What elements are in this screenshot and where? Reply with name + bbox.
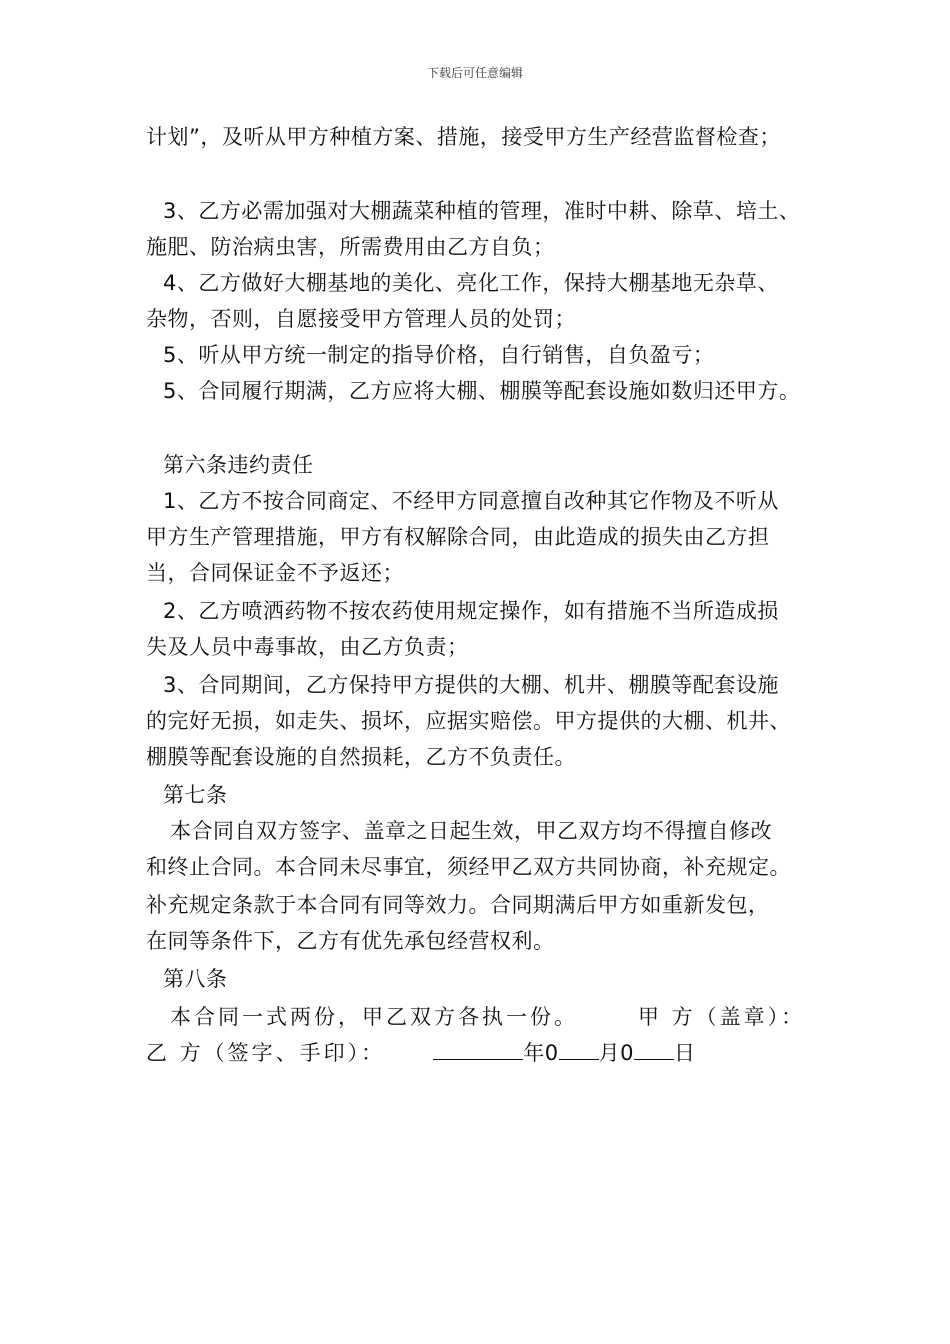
paragraph-line: 甲方生产管理措施，甲方有权解除合同，由此造成的损失由乙方担 bbox=[146, 525, 770, 549]
paragraph-line: 在同等条件下，乙方有优先承包经营权利。 bbox=[146, 929, 555, 953]
paragraph-line: 和终止合同。本合同未尽事宜，须经甲乙双方共同协商，补充规定。 bbox=[146, 855, 791, 879]
party-b-signature-label: 乙 方（签字、手印）： bbox=[146, 1041, 386, 1065]
article-6-clause-3: 3、合同期间，乙方保持甲方提供的大棚、机井、棚膜等配套设施 bbox=[163, 673, 779, 697]
day-prefix: 0 bbox=[620, 1041, 634, 1065]
article-8-heading: 第八条 bbox=[163, 967, 228, 991]
article-6-clause-1: 1、乙方不按合同商定、不经甲方同意擅自改种其它作物及不听从 bbox=[163, 489, 779, 513]
party-a-seal-label: 甲 方（盖章）： bbox=[638, 1005, 806, 1029]
paragraph-line: 杂物，否则，自愿接受甲方管理人员的处罚； bbox=[146, 307, 576, 331]
paragraph-line: 的完好无损，如走失、损坏，应据实赔偿。甲方提供的大棚、机井、 bbox=[146, 709, 791, 733]
copies-statement: 本合同一式两份，甲乙双方各执一份。 bbox=[170, 1005, 578, 1029]
year-label: 年 bbox=[523, 1041, 545, 1065]
month-prefix: 0 bbox=[544, 1041, 559, 1065]
clause-4: 4、乙方做好大棚基地的美化、亮化工作，保持大棚基地无杂草、 bbox=[163, 271, 779, 295]
paragraph-line: 计划”，及听从甲方种植方案、措施，接受甲方生产经营监督检查； bbox=[146, 125, 781, 149]
page-header-note: 下载后可任意编辑 bbox=[426, 66, 523, 80]
paragraph-line: 施肥、防治病虫害，所需费用由乙方自负； bbox=[146, 235, 555, 259]
article-7-body: 本合同自双方签字、盖章之日起生效，甲乙双方均不得擅自修改 bbox=[170, 819, 772, 843]
clause-5b: 5、合同履行期满，乙方应将大棚、棚膜等配套设施如数归还甲方。 bbox=[163, 379, 801, 403]
month-blank[interactable] bbox=[559, 1039, 599, 1060]
day-label: 日 bbox=[673, 1041, 696, 1065]
month-label: 月 bbox=[598, 1041, 621, 1065]
clause-3: 3、乙方必需加强对大棚蔬菜种植的管理，准时中耕、除草、培土、 bbox=[163, 199, 801, 223]
paragraph-line: 当，合同保证金不予返还； bbox=[146, 561, 404, 585]
day-blank[interactable] bbox=[634, 1039, 674, 1060]
paragraph-line: 失及人员中毒事故，由乙方负责； bbox=[146, 635, 469, 659]
article-7-heading: 第七条 bbox=[163, 783, 228, 807]
paragraph-line: 补充规定条款于本合同有同等效力。合同期满后甲方如重新发包， bbox=[146, 893, 770, 917]
clause-5a: 5、听从甲方统一制定的指导价格，自行销售，自负盈亏； bbox=[163, 343, 715, 367]
year-blank[interactable] bbox=[433, 1039, 523, 1060]
paragraph-line: 棚膜等配套设施的自然损耗，乙方不负责任。 bbox=[146, 745, 576, 769]
article-8-body bbox=[170, 1002, 805, 1032]
article-6-heading: 第六条违约责任 bbox=[163, 453, 314, 477]
signature-line bbox=[146, 1038, 695, 1068]
article-6-clause-2: 2、乙方喷洒药物不按农药使用规定操作，如有措施不当所造成损 bbox=[163, 599, 779, 623]
